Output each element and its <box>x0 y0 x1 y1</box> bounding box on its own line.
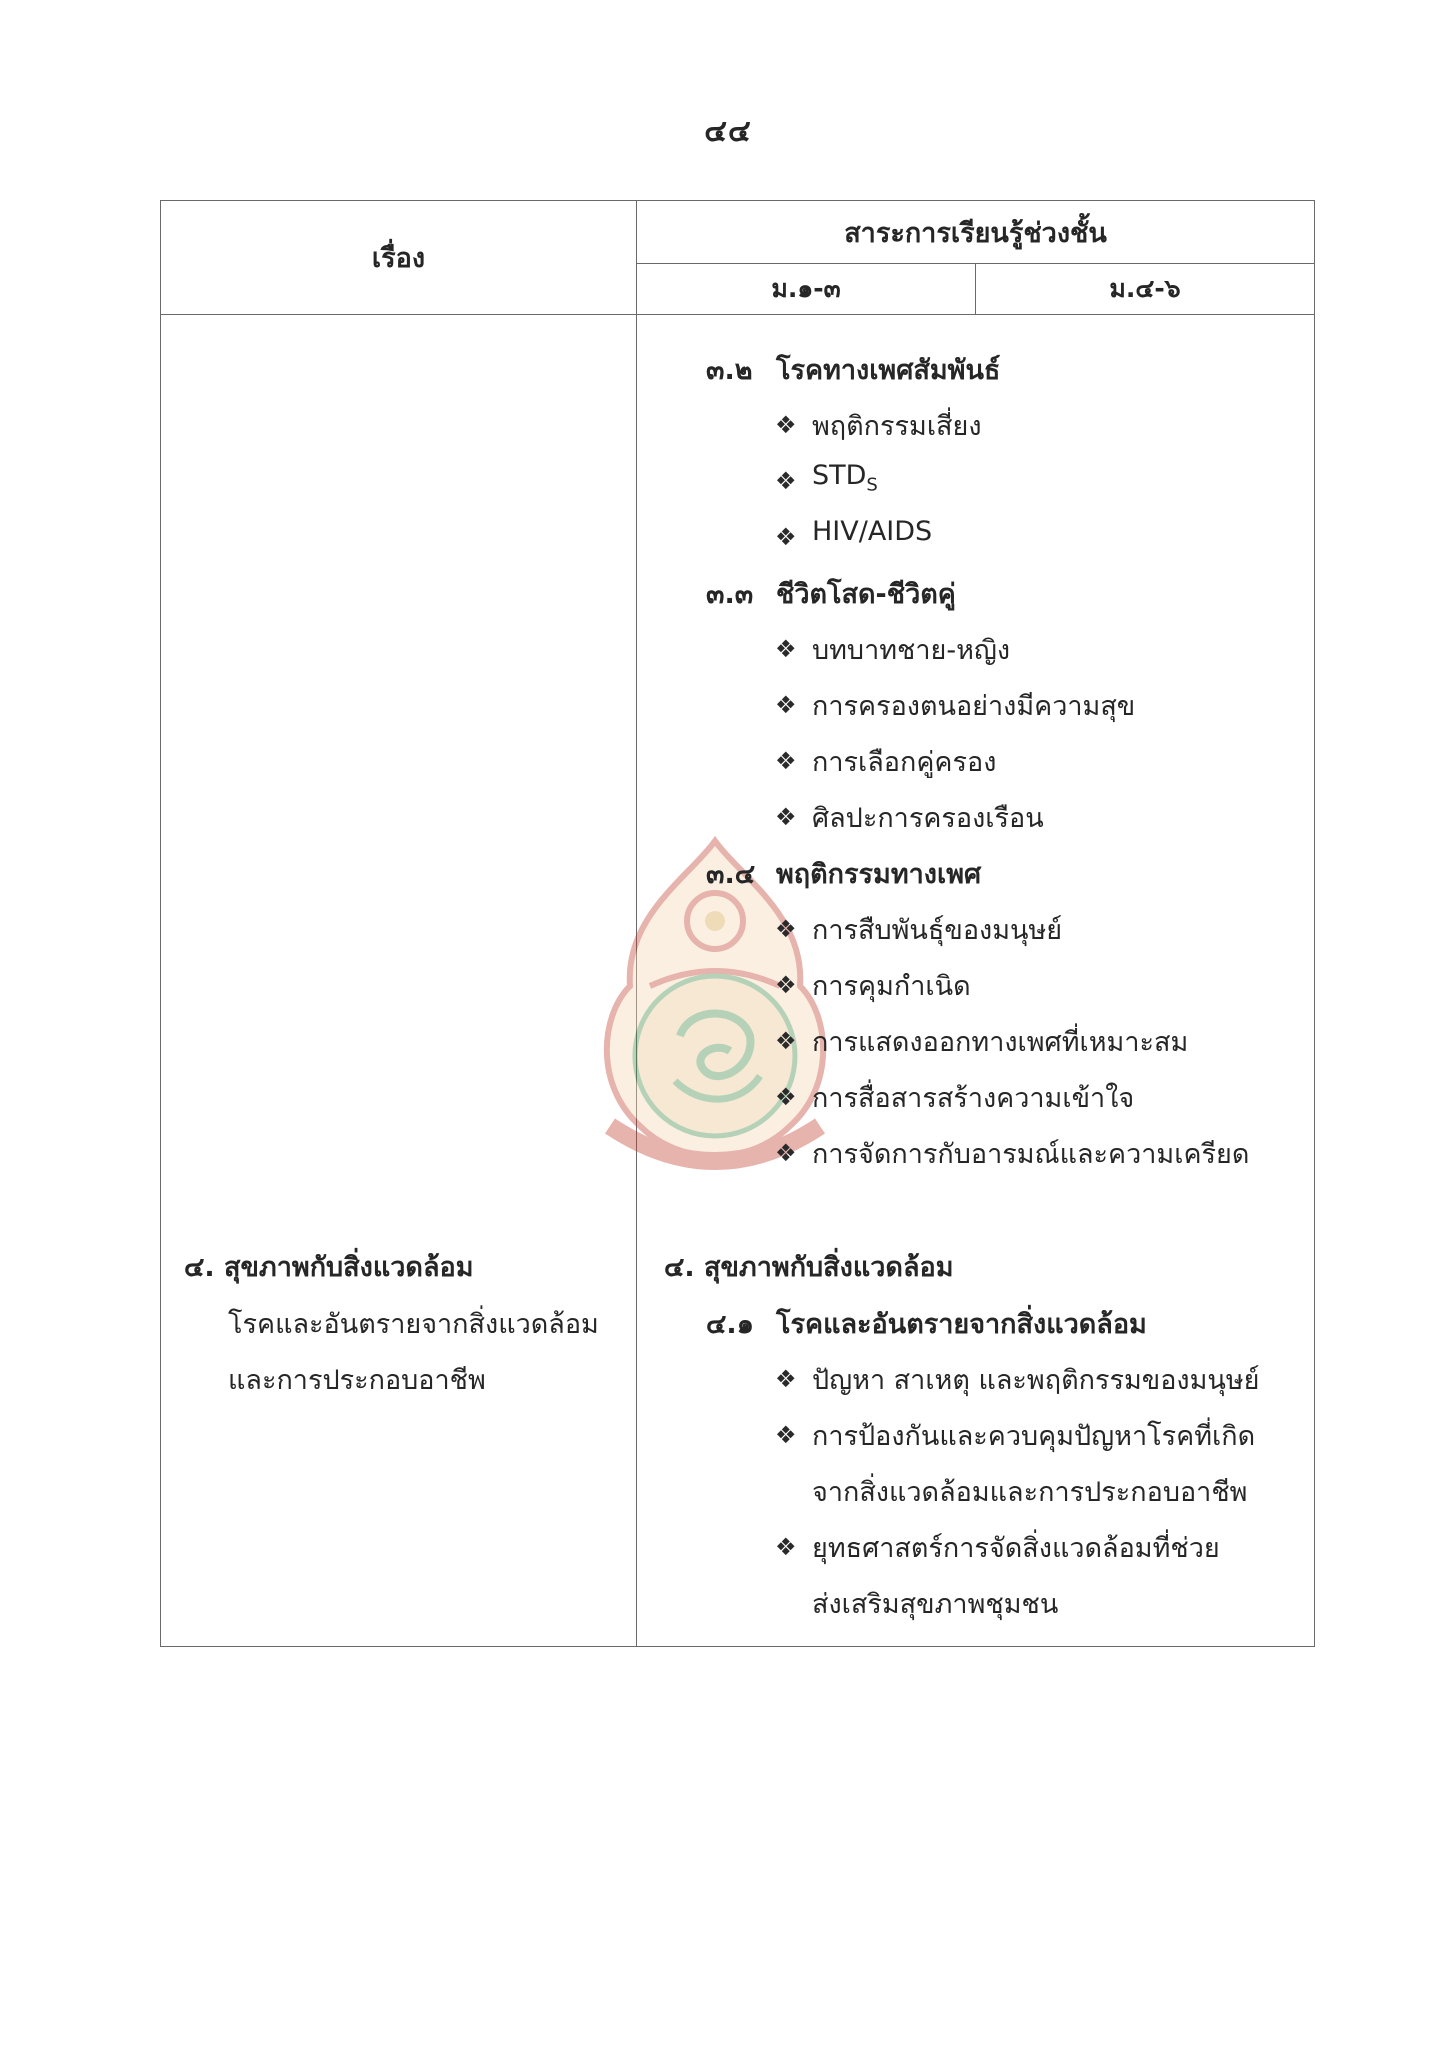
list-item: ยุทธศาสตร์การจัดสิ่งแวดล้อมที่ช่วย <box>812 1533 1220 1564</box>
list-item: ศิลปะการครองเรือน <box>812 803 1044 834</box>
section-4-1-number: ๔.๑ <box>706 1309 754 1340</box>
bullet-icon: ❖ <box>775 523 797 551</box>
bullet-icon: ❖ <box>775 635 797 663</box>
bullet-icon: ❖ <box>775 1083 797 1111</box>
std-text: STD <box>812 460 867 491</box>
list-item: ปัญหา สาเหตุ และพฤติกรรมของมนุษย์ <box>812 1365 1260 1396</box>
list-item: บทบาทชาย-หญิง <box>812 635 1011 666</box>
topic-4-title: สุขภาพกับสิ่งแวดล้อม <box>224 1252 474 1283</box>
bullet-icon: ❖ <box>775 747 797 775</box>
bullet-icon: ❖ <box>775 1139 797 1167</box>
bullet-icon: ❖ <box>775 803 797 831</box>
section-3-3-title: ชีวิตโสด-ชีวิตคู่ <box>776 579 956 610</box>
section-4-1-title: โรคและอันตรายจากสิ่งแวดล้อม <box>776 1309 1147 1340</box>
std-subscript: S <box>866 474 878 496</box>
content-column-header: สาระการเรียนรู้ช่วงชั้น <box>637 201 1315 264</box>
bullet-icon: ❖ <box>775 467 797 495</box>
section-3-2-title: โรคทางเพศสัมพันธ์ <box>776 355 1001 386</box>
bullet-icon: ❖ <box>775 1421 797 1449</box>
topic-column-header: เรื่อง <box>161 201 637 315</box>
grade-4-6-header: ม.๔-๖ <box>976 264 1315 315</box>
bullet-icon: ❖ <box>775 1533 797 1561</box>
list-item: การสืบพันธุ์ของมนุษย์ <box>812 915 1063 946</box>
section-3-2-number: ๓.๒ <box>706 355 753 386</box>
section-3-4-title: พฤติกรรมทางเพศ <box>776 859 982 890</box>
topic-4-number: ๔. <box>184 1252 215 1283</box>
bullet-icon: ❖ <box>775 411 797 439</box>
section-3-2-heading <box>706 348 1000 391</box>
bullet-icon: ❖ <box>775 1365 797 1393</box>
section-4-1-heading <box>706 1302 1147 1345</box>
section-4-title: สุขภาพกับสิ่งแวดล้อม <box>704 1252 954 1283</box>
list-item: การป้องกันและควบคุมปัญหาโรคที่เกิด <box>812 1421 1256 1452</box>
page-number: ๔๔ <box>704 114 752 149</box>
list-item: การแสดงออกทางเพศที่เหมาะสม <box>812 1027 1189 1058</box>
list-item: การคุมกำเนิด <box>812 971 971 1002</box>
list-item: การเลือกคู่ครอง <box>812 747 997 778</box>
bullet-icon: ❖ <box>775 691 797 719</box>
topic-cell <box>161 315 637 1647</box>
list-item-continuation: ส่งเสริมสุขภาพชุมชน <box>812 1589 1059 1620</box>
list-item: การสื่อสารสร้างความเข้าใจ <box>812 1083 1135 1114</box>
section-3-3-number: ๓.๓ <box>706 579 754 610</box>
list-item-continuation: จากสิ่งแวดล้อมและการประกอบอาชีพ <box>812 1477 1248 1508</box>
topic-4-line-3: และการประกอบอาชีพ <box>228 1365 486 1396</box>
list-item: การจัดการกับอารมณ์และความเครียด <box>812 1139 1250 1170</box>
bullet-icon: ❖ <box>775 971 797 999</box>
topic-4-line-2: โรคและอันตรายจากสิ่งแวดล้อม <box>228 1309 599 1340</box>
section-4-heading <box>664 1245 954 1288</box>
bullet-icon: ❖ <box>775 915 797 943</box>
list-item: การครองตนอย่างมีความสุข <box>812 691 1136 722</box>
section-3-4-heading <box>706 852 981 895</box>
section-3-4-number: ๓.๔ <box>706 859 756 890</box>
grade-1-3-header: ม.๑-๓ <box>637 264 976 315</box>
section-4-number: ๔. <box>664 1252 695 1283</box>
list-item: พฤติกรรมเสี่ยง <box>812 411 982 442</box>
bullet-icon: ❖ <box>775 1027 797 1055</box>
topic-4-heading <box>184 1245 474 1288</box>
section-3-3-heading <box>706 572 956 615</box>
list-item: HIV/AIDS <box>812 516 933 547</box>
list-item <box>812 460 878 495</box>
